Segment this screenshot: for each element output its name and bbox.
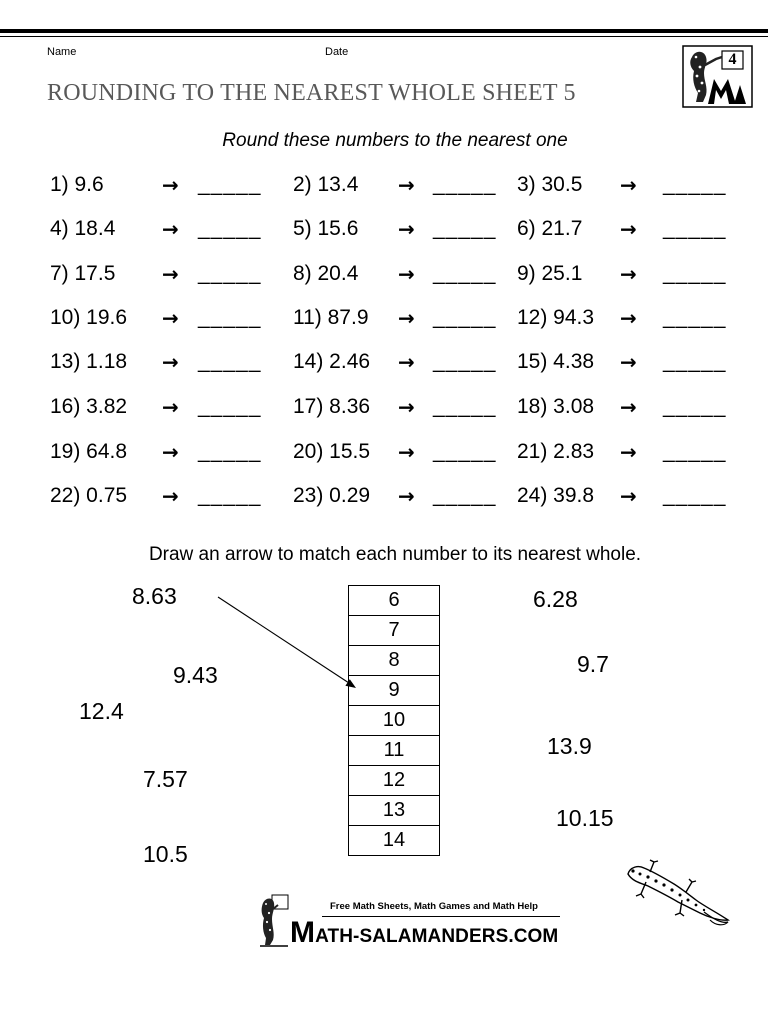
answer-blank: _____ [433,484,497,507]
salamander-logo-icon [682,45,754,109]
answer-blank: _____ [198,484,262,507]
answer-blank: _____ [198,262,262,285]
whole-number-box: 13 [348,795,440,826]
left-decimal-number: 12.4 [79,698,124,724]
example-match-arrow [210,590,365,695]
right-arrow-icon: → [620,306,637,330]
answer-blank: _____ [663,484,727,507]
problem-label: 22) 0.75 [50,484,128,507]
right-arrow-icon: → [620,395,637,419]
matching-instruction: Draw an arrow to match each number to its nearest whole. [148,544,642,565]
left-decimal-number: 7.57 [143,766,188,792]
right-arrow-icon: → [398,306,415,330]
right-decimal-number: 6.28 [533,586,578,612]
problem-label: 19) 64.8 [50,440,128,463]
right-arrow-icon: → [162,306,179,330]
problem-label: 16) 3.82 [50,395,128,418]
answer-blank: _____ [433,440,497,463]
right-arrow-icon: → [398,395,415,419]
problem-item [293,484,533,508]
problem-label: 15) 4.38 [517,350,595,373]
problem-item [293,350,533,374]
left-decimal-number: 8.63 [132,583,177,609]
problem-label: 8) 20.4 [293,262,359,285]
problem-item [293,262,533,286]
right-arrow-icon: → [162,350,179,374]
problem-item [50,173,290,197]
answer-blank: _____ [198,350,262,373]
date-label: Date [325,46,349,58]
answer-blank: _____ [433,262,497,285]
problem-item [50,350,290,374]
right-arrow-icon: → [398,173,415,197]
whole-number-box: 11 [348,735,440,766]
problem-label: 2) 13.4 [293,173,359,196]
right-arrow-icon: → [398,262,415,286]
problem-item [517,484,757,508]
answer-blank: _____ [663,440,727,463]
problem-label: 23) 0.29 [293,484,371,507]
footer-tagline: Free Math Sheets, Math Games and Math Help [330,901,538,912]
rounding-instruction: Round these numbers to the nearest one [222,130,568,151]
right-arrow-icon: → [162,395,179,419]
answer-blank: _____ [433,395,497,418]
answer-blank: _____ [433,217,497,240]
answer-blank: _____ [198,173,262,196]
footer-site-logo-text: MATH-SALAMANDERS.COM [290,916,559,949]
problem-item [293,173,533,197]
answer-blank: _____ [198,440,262,463]
problem-label: 1) 9.6 [50,173,104,196]
answer-blank: _____ [433,350,497,373]
problem-item [517,262,757,286]
problem-item [293,440,533,464]
problem-label: 3) 30.5 [517,173,583,196]
problem-label: 20) 15.5 [293,440,371,463]
whole-number-box: 9 [348,675,440,706]
problem-label: 12) 94.3 [517,306,595,329]
problem-label: 5) 15.6 [293,217,359,240]
page-title: ROUNDING TO THE NEAREST WHOLE SHEET 5 [47,80,576,106]
problem-label: 7) 17.5 [50,262,116,285]
right-arrow-icon: → [398,350,415,374]
problem-label: 11) 87.9 [293,306,369,329]
whole-number-box: 6 [348,585,440,616]
problem-item [50,484,290,508]
answer-blank: _____ [663,306,727,329]
right-decimal-number: 9.7 [577,651,609,677]
math-salamanders-logo-icon [258,893,292,947]
right-arrow-icon: → [620,173,637,197]
right-decimal-number: 13.9 [547,733,592,759]
right-arrow-icon: → [162,484,179,508]
whole-number-box: 7 [348,615,440,646]
grade-number: 4 [728,51,737,68]
problem-label: 4) 18.4 [50,217,116,240]
answer-blank: _____ [198,306,262,329]
problem-item [293,306,533,330]
right-decimal-number: 10.15 [556,805,614,831]
problem-label: 13) 1.18 [50,350,128,373]
right-arrow-icon: → [620,262,637,286]
right-arrow-icon: → [398,440,415,464]
right-arrow-icon: → [620,217,637,241]
problem-item [517,306,757,330]
problem-label: 10) 19.6 [50,306,128,329]
problem-item [50,395,290,419]
right-arrow-icon: → [398,217,415,241]
problem-item [517,395,757,419]
answer-blank: _____ [663,173,727,196]
problem-label: 21) 2.83 [517,440,595,463]
problem-label: 24) 39.8 [517,484,595,507]
right-arrow-icon: → [620,484,637,508]
answer-blank: _____ [663,262,727,285]
left-decimal-number: 10.5 [143,841,188,867]
problem-item [50,262,290,286]
problem-item [517,440,757,464]
right-arrow-icon: → [620,440,637,464]
answer-blank: _____ [663,350,727,373]
answer-blank: _____ [433,173,497,196]
problem-label: 14) 2.46 [293,350,371,373]
answer-blank: _____ [663,217,727,240]
problem-item [50,217,290,241]
right-arrow-icon: → [162,217,179,241]
left-decimal-number: 9.43 [173,662,218,688]
problem-label: 17) 8.36 [293,395,371,418]
whole-number-box: 10 [348,705,440,736]
problem-item [517,173,757,197]
whole-number-box: 14 [348,825,440,856]
answer-blank: _____ [433,306,497,329]
answer-blank: _____ [198,395,262,418]
whole-number-box: 8 [348,645,440,676]
name-label: Name [47,46,77,58]
problem-item [517,217,757,241]
problem-label: 9) 25.1 [517,262,583,285]
footer-rule [322,916,560,917]
problem-label: 18) 3.08 [517,395,595,418]
right-arrow-icon: → [162,440,179,464]
problem-label: 6) 21.7 [517,217,583,240]
right-arrow-icon: → [162,262,179,286]
answer-blank: _____ [198,217,262,240]
top-rule-thick [0,29,768,33]
salamander-icon [624,858,732,930]
problem-item [50,306,290,330]
top-rule-thin [0,36,768,37]
whole-number-box: 12 [348,765,440,796]
right-arrow-icon: → [398,484,415,508]
problem-item [517,350,757,374]
problem-item [293,217,533,241]
right-arrow-icon: → [620,350,637,374]
problem-item [50,440,290,464]
right-arrow-icon: → [162,173,179,197]
problem-item [293,395,533,419]
answer-blank: _____ [663,395,727,418]
